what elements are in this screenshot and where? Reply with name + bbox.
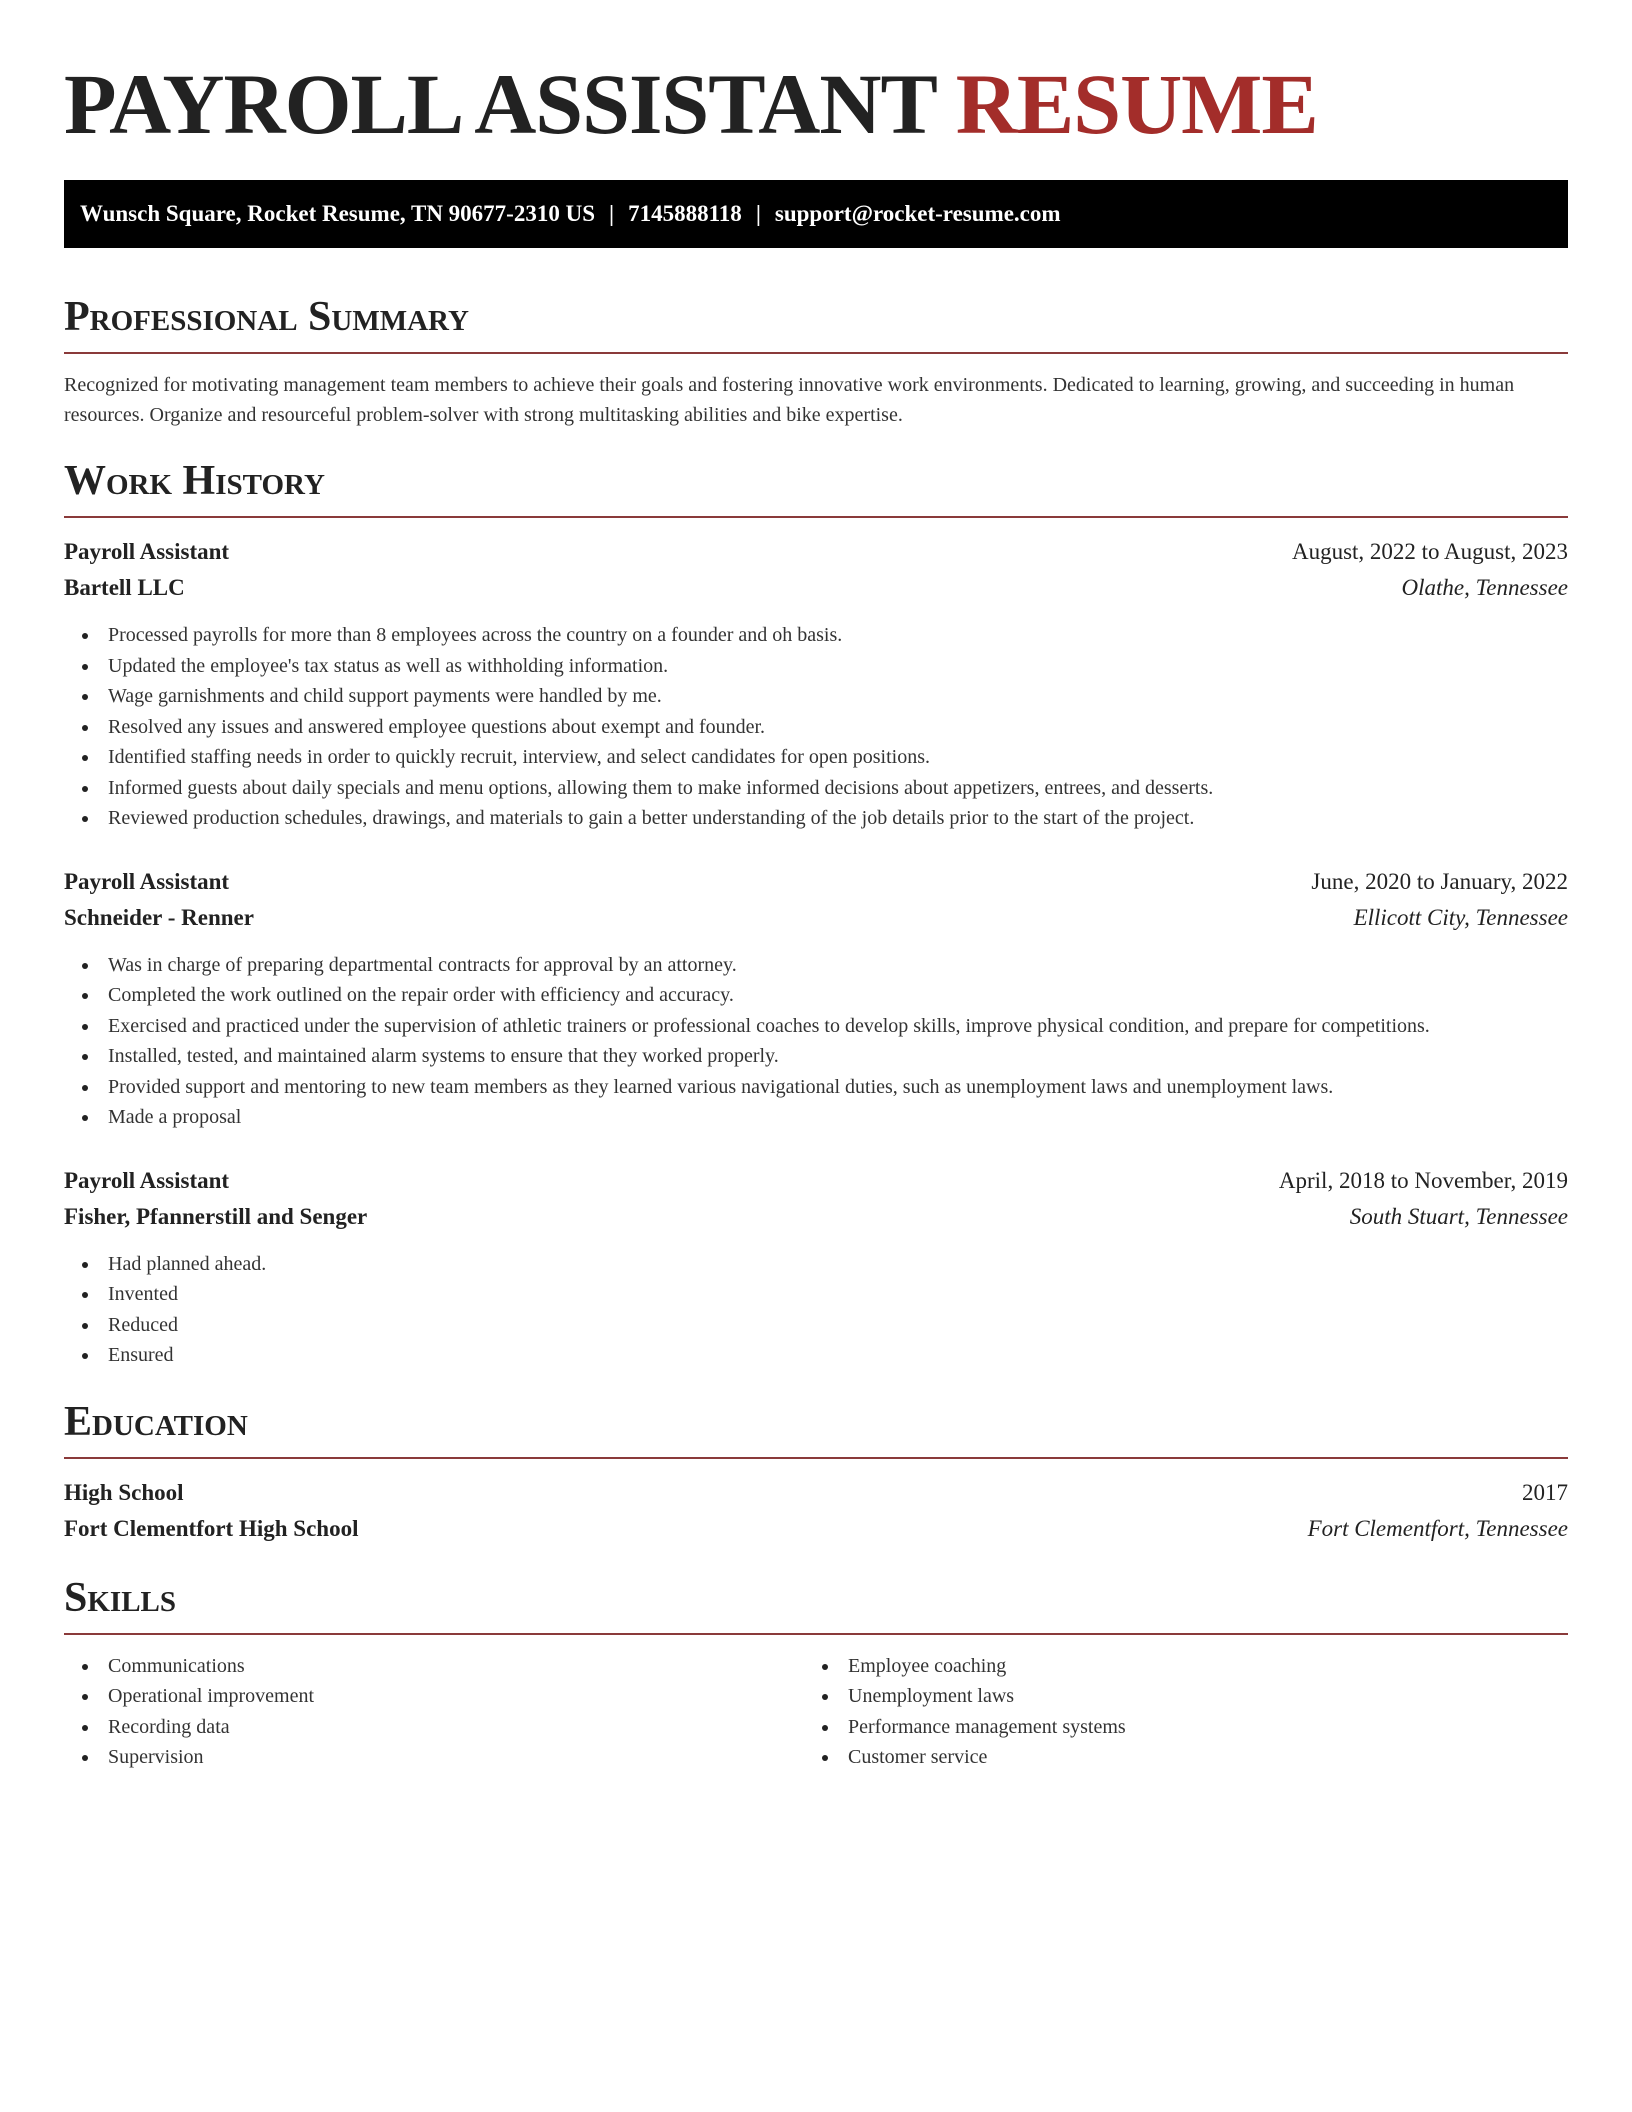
resume-page bbox=[64, 0, 1568, 1773]
education-school: Fort Clementfort High School bbox=[64, 1515, 359, 1541]
education-degree: High School bbox=[64, 1479, 184, 1505]
contact-separator: | bbox=[609, 201, 615, 226]
job-header bbox=[64, 1163, 1568, 1199]
education-header bbox=[64, 1475, 1568, 1511]
resume-title bbox=[64, 56, 1568, 152]
job-subheader bbox=[64, 570, 1568, 606]
job-subheader bbox=[64, 1199, 1568, 1235]
list-item: Ensured bbox=[64, 1340, 1568, 1371]
job-header bbox=[64, 534, 1568, 570]
job-company: Bartell LLC bbox=[64, 575, 185, 600]
title-accent: RESUME bbox=[955, 56, 1318, 152]
list-item: Provided support and mentoring to new team members as they learned various navigational duties, such as unemployment laws and unemployment laws. bbox=[64, 1072, 1568, 1103]
skills-list bbox=[64, 1651, 1568, 1773]
skill-item: Recording data bbox=[64, 1712, 804, 1743]
summary-text: Recognized for motivating management team members to achieve their goals and fostering innovative work environments. Dedicated to learning, growing, and succeeding in human resources. Organize and resourceful problem-solver with strong multitasking abilities and bike expertise. bbox=[64, 374, 1515, 426]
education-subheader bbox=[64, 1511, 1568, 1547]
list-item: Updated the employee's tax status as well as withholding information. bbox=[64, 651, 1568, 682]
job-header bbox=[64, 864, 1568, 900]
list-item: Was in charge of preparing departmental contracts for approval by an attorney. bbox=[64, 950, 1568, 981]
skill-item: Operational improvement bbox=[64, 1681, 804, 1712]
list-item: Installed, tested, and maintained alarm systems to ensure that they worked properly. bbox=[64, 1041, 1568, 1072]
skills-column-left bbox=[64, 1651, 804, 1773]
job-dates: April, 2018 to November, 2019 bbox=[1278, 1167, 1568, 1193]
title-main: PAYROLL ASSISTANT bbox=[64, 56, 936, 152]
list-item: Resolved any issues and answered employee questions about exempt and founder. bbox=[64, 712, 1568, 743]
job-entry bbox=[64, 534, 1568, 834]
section-heading-skills: Skills bbox=[64, 1573, 1568, 1635]
contact-email: support@rocket-resume.com bbox=[774, 201, 1061, 226]
job-title: Payroll Assistant bbox=[64, 868, 230, 894]
job-entry bbox=[64, 864, 1568, 1133]
job-entry bbox=[64, 1163, 1568, 1371]
list-item: Completed the work outlined on the repair order with efficiency and accuracy. bbox=[64, 980, 1568, 1011]
contact-separator: | bbox=[755, 201, 761, 226]
section-heading-summary: Professional Summary bbox=[64, 292, 1568, 354]
list-item: Exercised and practiced under the supervision of athletic trainers or professional coaches to develop skills, improve physical condition, and prepare for competitions. bbox=[64, 1011, 1568, 1042]
list-item: Made a proposal bbox=[64, 1102, 1568, 1133]
job-location: Ellicott City, Tennessee bbox=[1353, 904, 1568, 930]
job-location: South Stuart, Tennessee bbox=[1349, 1203, 1568, 1229]
skill-item: Unemployment laws bbox=[804, 1681, 1544, 1712]
list-item: Reduced bbox=[64, 1310, 1568, 1341]
skills-column-right bbox=[804, 1651, 1544, 1773]
job-company: Fisher, Pfannerstill and Senger bbox=[64, 1203, 368, 1229]
education-entry bbox=[64, 1475, 1568, 1547]
job-bullets bbox=[64, 1249, 1568, 1371]
skill-item: Supervision bbox=[64, 1742, 804, 1773]
list-item: Wage garnishments and child support payments were handled by me. bbox=[64, 681, 1568, 712]
list-item: Processed payrolls for more than 8 employees across the country on a founder and oh basis. bbox=[64, 620, 1568, 651]
list-item: Had planned ahead. bbox=[64, 1249, 1568, 1280]
contact-address: Wunsch Square, Rocket Resume, TN 90677-2310 US bbox=[80, 201, 595, 226]
contact-bar bbox=[64, 180, 1568, 248]
job-title: Payroll Assistant bbox=[64, 539, 230, 564]
job-dates: June, 2020 to January, 2022 bbox=[1311, 868, 1568, 894]
skill-item: Employee coaching bbox=[804, 1651, 1544, 1682]
section-heading-work-history: Work History bbox=[64, 456, 1568, 518]
skill-item: Communications bbox=[64, 1651, 804, 1682]
list-item: Informed guests about daily specials and menu options, allowing them to make informed decisions about appetizers, entrees, and desserts. bbox=[64, 773, 1568, 804]
job-location: Olathe, Tennessee bbox=[1401, 575, 1568, 600]
section-heading-education: Education bbox=[64, 1397, 1568, 1459]
job-company: Schneider - Renner bbox=[64, 904, 254, 930]
job-subheader bbox=[64, 900, 1568, 936]
skill-item: Customer service bbox=[804, 1742, 1544, 1773]
contact-phone: 7145888118 bbox=[628, 201, 742, 226]
education-location: Fort Clementfort, Tennessee bbox=[1307, 1515, 1568, 1541]
job-bullets bbox=[64, 620, 1568, 834]
list-item: Invented bbox=[64, 1279, 1568, 1310]
job-title: Payroll Assistant bbox=[64, 1167, 230, 1193]
job-bullets bbox=[64, 950, 1568, 1133]
education-year: 2017 bbox=[1522, 1479, 1568, 1505]
list-item: Reviewed production schedules, drawings, and materials to gain a better understanding of the job details prior to the start of the project. bbox=[64, 803, 1568, 834]
skill-item: Performance management systems bbox=[804, 1712, 1544, 1743]
list-item: Identified staffing needs in order to quickly recruit, interview, and select candidates for open positions. bbox=[64, 742, 1568, 773]
job-dates: August, 2022 to August, 2023 bbox=[1291, 539, 1568, 564]
